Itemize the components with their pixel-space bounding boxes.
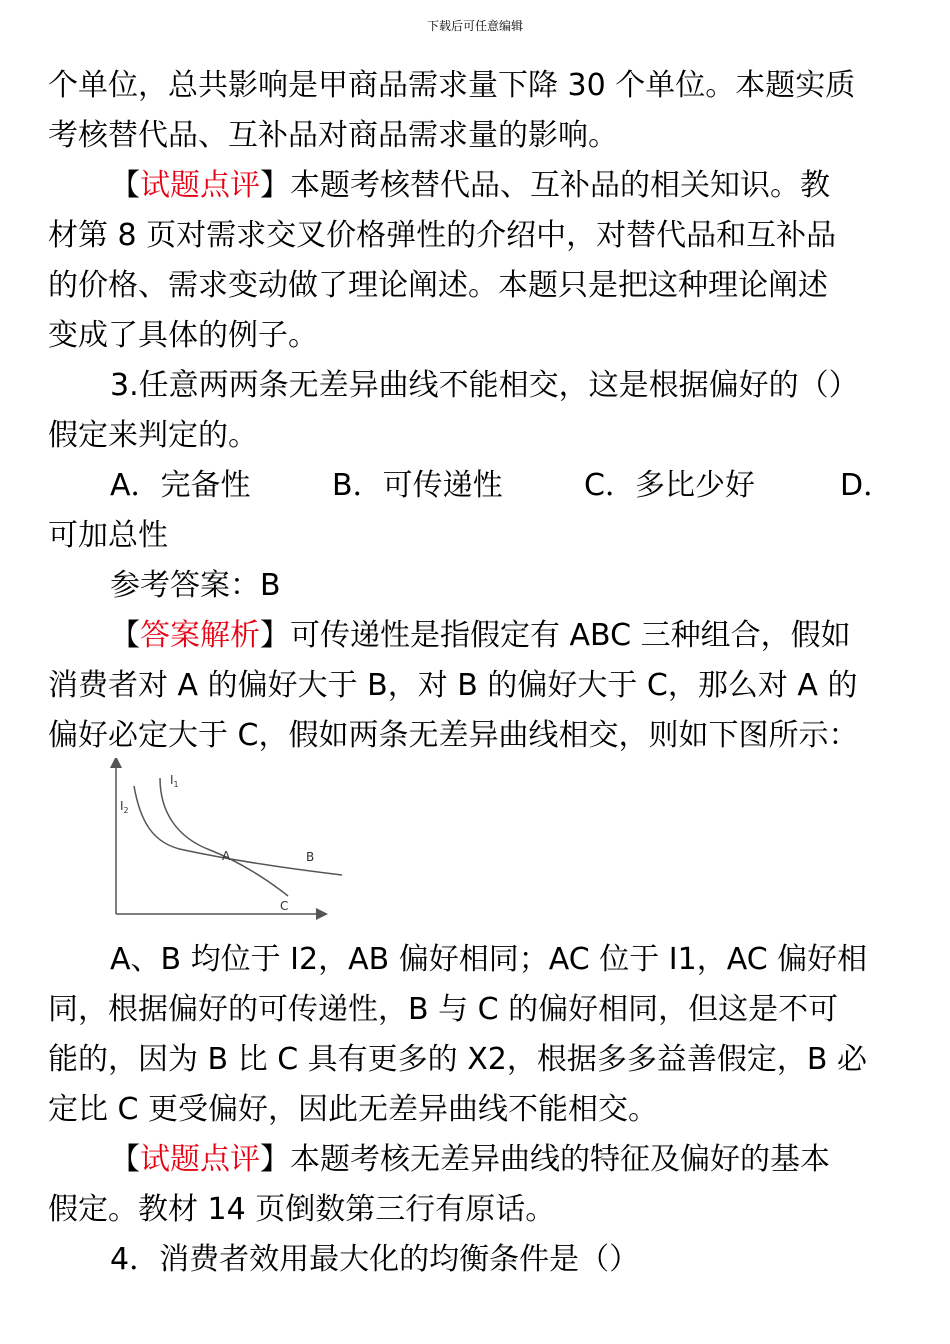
- text-line: 假定来判定的。: [48, 418, 258, 453]
- bracket-open: 【: [110, 618, 140, 653]
- analysis-tag: 答案解析: [140, 618, 260, 653]
- option-d: D．: [840, 468, 894, 503]
- bracket-close: 】: [260, 1142, 290, 1177]
- label-c: C: [280, 899, 289, 913]
- review-paragraph-2: [48, 1135, 950, 1185]
- text-line: 消费者对 A 的偏好大于 B，对 B 的偏好大于 C，那么对 A 的: [48, 668, 858, 703]
- review-paragraph: [48, 161, 950, 211]
- text-line: 材第 8 页对需求交叉价格弹性的介绍中，对替代品和互补品: [48, 218, 837, 253]
- question-3: 3.任意两两条无差异曲线不能相交，这是根据偏好的（）: [110, 368, 859, 403]
- label-a: A: [222, 849, 231, 863]
- text-line: 偏好必定大于 C，假如两条无差异曲线相交，则如下图所示：: [48, 718, 859, 753]
- option-b: B．可传递性: [332, 468, 503, 503]
- bracket-close: 】: [260, 618, 290, 653]
- text-line: 的价格、需求变动做了理论阐述。本题只是把这种理论阐述: [48, 268, 828, 303]
- page-header: 下载后可任意编辑: [426, 19, 523, 33]
- option-c: C．多比少好: [584, 468, 755, 503]
- analysis-paragraph: [48, 611, 950, 661]
- option-a: A．完备性: [110, 468, 251, 503]
- label-i1: $I_1$: [170, 773, 179, 789]
- text-line: 假定。教材 14 页倒数第三行有原话。: [48, 1192, 556, 1227]
- text-line: 个单位，总共影响是甲商品需求量下降 30 个单位。本题实质: [48, 68, 856, 103]
- review-tag: 试题点评: [140, 1142, 260, 1177]
- text-line: 本题考核替代品、互补品的相关知识。教: [290, 168, 830, 203]
- text-line: 定比 C 更受偏好，因此无差异曲线不能相交。: [48, 1092, 659, 1127]
- curve-i1: [160, 778, 288, 896]
- bracket-close: 】: [260, 168, 290, 203]
- text-line: 可传递性是指假定有 ABC 三种组合，假如: [290, 618, 851, 653]
- label-b: B: [306, 850, 315, 864]
- question-4: 4．消费者效用最大化的均衡条件是（）: [110, 1242, 640, 1277]
- text-line: 同，根据偏好的可传递性，B 与 C 的偏好相同，但这是不可: [48, 992, 839, 1027]
- text-line: A、B 均位于 I2，AB 偏好相同；AC 位于 I1，AC 偏好相: [110, 942, 868, 977]
- reference-answer: 参考答案：B: [110, 568, 281, 603]
- text-line: 考核替代品、互补品对商品需求量的影响。: [48, 118, 618, 153]
- text-line: 本题考核无差异曲线的特征及偏好的基本: [290, 1142, 830, 1177]
- review-tag: 试题点评: [140, 168, 260, 203]
- bracket-open: 【: [110, 168, 140, 203]
- text-line: 能的，因为 B 比 C 具有更多的 X2，根据多多益善假定，B 必: [48, 1042, 867, 1077]
- text-line: 可加总性: [48, 518, 168, 553]
- label-i2: $I_2$: [120, 799, 129, 815]
- text-line: 变成了具体的例子。: [48, 318, 318, 353]
- indifference-curve-figure: [100, 758, 350, 924]
- options-row: [48, 461, 950, 511]
- bracket-open: 【: [110, 1142, 140, 1177]
